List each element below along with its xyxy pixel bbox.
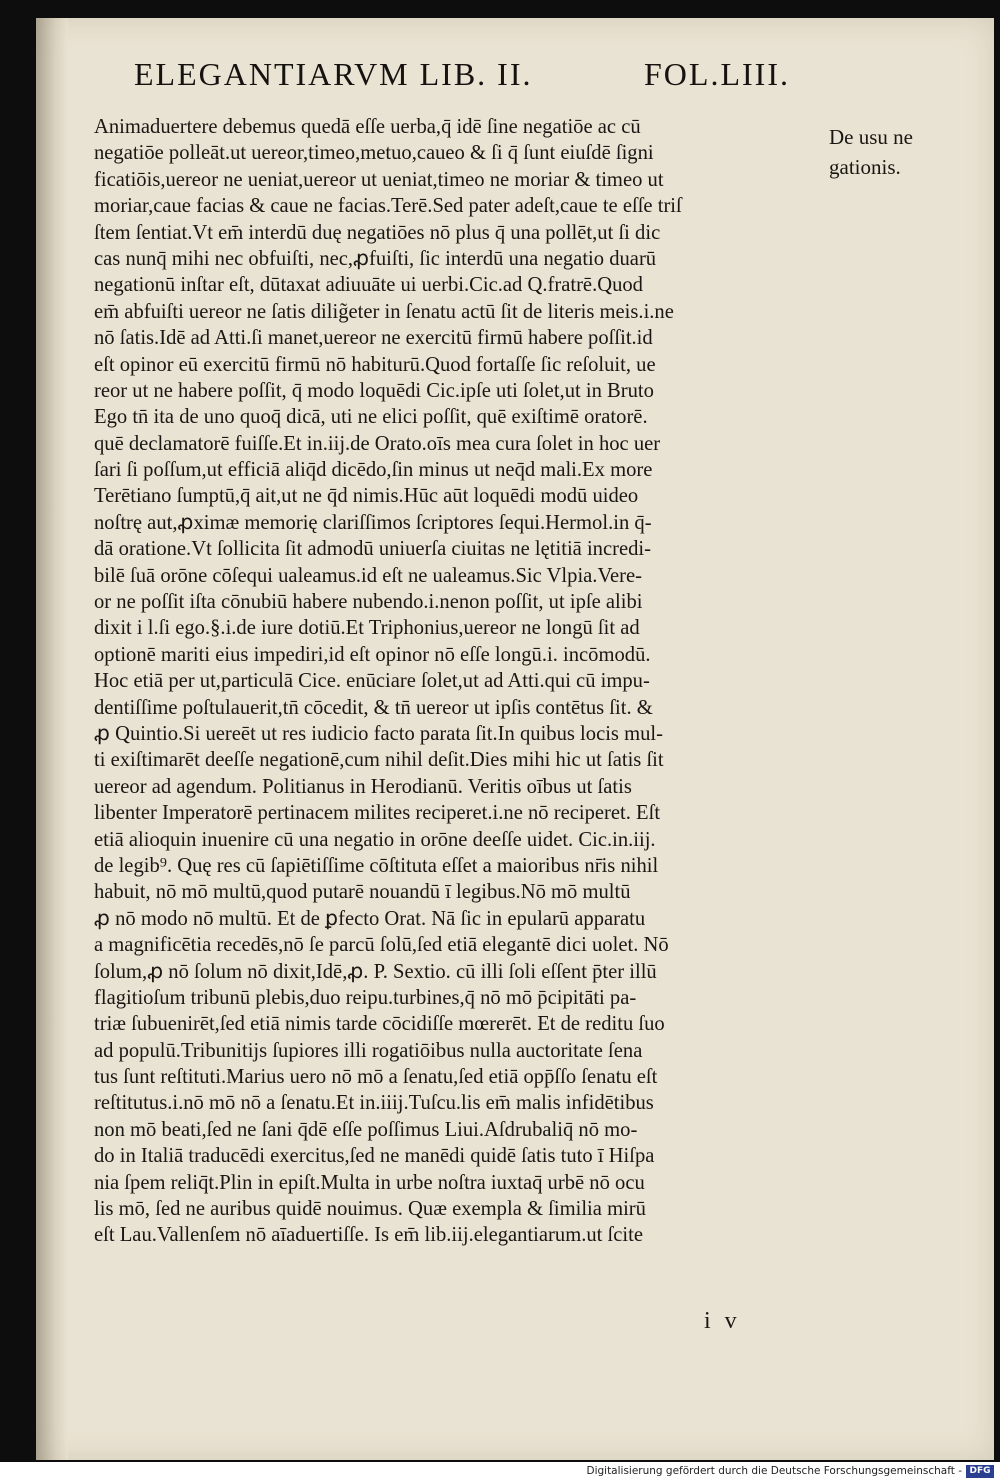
text-line: a magnificētia recedēs,nō ſe parcū ſolū,ſed etiā elegantē dici uolet. Nō <box>94 934 669 957</box>
main-text-block <box>94 114 864 1249</box>
text-line: dentiſſime poſtulauerit,tn̄ cōcedit, & tn̄ uereor ut ipſis contētus ſit. & <box>94 696 653 719</box>
text-line: ꝓ nō modo nō multū. Et de ꝑfecto Orat. Nā ſic in epularū apparatu <box>94 907 646 930</box>
text-line: ſari ſi poſſum,ut efficiā aliq̄d dicēdo,ſin minus ut neq̄d mali.Ex more <box>94 459 653 482</box>
margin-note-line: gationis. <box>829 155 901 179</box>
text-line: noſtrę aut,ꝓximæ memorię clariſſimos ſcriptores ſequi.Hermol.in q̄- <box>94 511 652 534</box>
running-title: ELEGANTIARVM LIB. II. <box>134 56 533 92</box>
text-line: ad populū.Tribunitijs ſupiores illi rogatiōibus nulla auctoritate ſena <box>94 1039 643 1062</box>
text-line: quē declamatorē fuiſſe.Et in.iij.de Orato.oīs mea cura ſolet in hoc uer <box>94 432 661 455</box>
text-line: Terētiano ſumptū,q̄ ait,ut ne q̄d nimis.Hūc aūt loquēdi modū uideo <box>94 485 639 508</box>
page-gutter <box>36 18 68 1460</box>
text-line: Animaduertere debemus quedā eſſe uerba,q̄ idē ſine negatiōe ac cū <box>94 116 641 138</box>
folio-number: FOL.LIII. <box>644 56 790 92</box>
text-line: ficatiōis,uereor ne ueniat,uereor ut ueniat,timeo ne moriar & timeo ut <box>94 168 664 191</box>
text-line: moriar,caue facias & caue ne facias.Terē.Sed pater adeſt,caue te eſſe triſ <box>94 195 682 218</box>
text-line: negationū inſtar eſt, dūtaxat adiuuāte ui uerbi.Cic.ad Q.fratrē.Quod <box>94 274 643 297</box>
text-line: ti exiſtimarēt deeſſe negationē,cum nihil deſit.Dies mihi hic ut ſatis ſit <box>94 749 664 772</box>
text-line: optionē mariti eius impediri,id eſt opinor nō eſſe longū.i. incōmodū. <box>94 643 651 666</box>
text-line: libenter Imperatorē pertinacem milites reciperet.i.ne nō reciperet. Eſt <box>94 802 661 825</box>
text-line: de legib⁹. Quę res cū ſapiētiſſime cōſtituta eſſet a maioribus nr̄is nihil <box>94 854 659 877</box>
text-line: triæ ſubuenirēt,ſed etiā nimis tarde cōcidiſſe mœrerēt. Et de reditu ſuo <box>94 1013 665 1036</box>
margin-note-line: De usu ne <box>829 125 913 149</box>
book-page <box>36 18 994 1460</box>
text-line: eſt Lau.Vallenſem nō aīaduertiſſe. Is em̄ lib.iij.elegantiarum.ut ſcite <box>94 1224 643 1247</box>
text-line: ꝓ Quintio.Si uereēt ut res iudicio facto parata ſit.In quibus locis mul- <box>94 722 663 745</box>
text-line: uereor ad agendum. Politianus in Herodianū. Veritis oībus ut ſatis <box>94 775 632 798</box>
text-line: tus ſunt reſtituti.Marius uero nō mō a ſenatu,ſed etiā opp̄ſſo ſenatu eſt <box>94 1066 658 1089</box>
text-line: Hoc etiā per ut,particulā Cice. enūciare ſolet,ut ad Atti.qui cū impu- <box>94 670 650 693</box>
text-line: nō ſatis.Idē ad Atti.ſi manet,uereor ne exercitū firmū habere poſſit.id <box>94 327 653 350</box>
text-line: dixit i l.ſi ego.§.i.de iure dotiū.Et Triphonius,uereor ne longū ſit ad <box>94 617 640 640</box>
text-line: reor ut ne habere poſſit, q̄ modo loquēdi Cic.ipſe uti ſolet,ut in Bruto <box>94 379 654 402</box>
text-line: ſtem ſentiat.Vt em̄ interdū duę negatiōes nō plus q̄ una pollēt,ut ſi dic <box>94 221 661 244</box>
text-line: or ne poſſit iſta cōnubiū habere nubendo.i.nenon poſſit, ut ipſe alibi <box>94 591 643 614</box>
text-line: bilē ſuā orōne cōſequi ualeamus.id eſt ne ualeamus.Sic Vlpia.Vere- <box>94 564 643 587</box>
text-line: non mō beati,ſed ne ſani q̄dē eſſe poſſimus Liui.Aſdrubaliq̄ nō mo- <box>94 1118 638 1141</box>
text-line: dā oratione.Vt ſollicita ſit admodū uniuerſa ciuitas ne lętitiā incredi- <box>94 538 651 561</box>
text-line: negatiōe polleāt.ut uereor,timeo,metuo,caueo & ſi q̄ ſunt eiuſdē ſigni <box>94 142 654 165</box>
dfg-logo: DFG <box>966 1465 994 1478</box>
footer-credit: Digitalisierung gefördert durch die Deutsche Forschungsgemeinschaft - <box>586 1465 962 1477</box>
text-line: eſt opinor eū exercitū firmū nō habiturū.Quod fortaſſe ſic reſoluit, ue <box>94 353 656 376</box>
text-line: nia ſpem reliq̄t.Plin in epiſt.Multa in urbe noſtra iuxtaq̄ urbē nō ocu <box>94 1171 645 1194</box>
text-line: cas nunq̄ mihi nec obfuiſti, nec,ꝓfuiſti, ſic interdū una negatio duarū <box>94 247 657 270</box>
text-line: Ego tn̄ ita de uno quoq̄ dicā, uti ne elici poſſit, quē exiſtimē oratorē. <box>94 406 648 429</box>
digitization-footer <box>0 1462 1000 1482</box>
text-line: habuit, nō mō multū,quod putarē nouandū ī legibus.Nō mō multū <box>94 881 631 904</box>
margin-note <box>829 122 949 182</box>
text-line: em̄ abfuiſti uereor ne ſatis dilig̃eter in ſenatu actū ſit de literis meis.i.ne <box>94 300 674 323</box>
text-line: reſtitutus.i.nō mō nō a ſenatu.Et in.iiij.Tuſcu.lis em̄ malis infidētibus <box>94 1092 654 1115</box>
text-line: etiā alioquin inuenire cū una negatio in orōne deeſſe uidet. Cic.in.iij. <box>94 828 656 851</box>
text-line: ſolum,ꝓ nō ſolum nō dixit,Idē,ꝓ. P. Sextio. cū illi ſoli eſſent p̄ter illū <box>94 960 657 983</box>
text-line: lis mō, ſed ne auribus quidē nouimus. Quæ exempla & ſimilia mirū <box>94 1198 646 1221</box>
signature-mark: i v <box>704 1308 741 1334</box>
text-line: flagitioſum tribunū plebis,duo reipu.turbines,q̄ nō mō p̄cipitāti pa- <box>94 986 637 1009</box>
text-line: do in Italiā traducēdi exercitus,ſed ne manēdi quidē ſatis tuto ī Hiſpa <box>94 1145 655 1168</box>
